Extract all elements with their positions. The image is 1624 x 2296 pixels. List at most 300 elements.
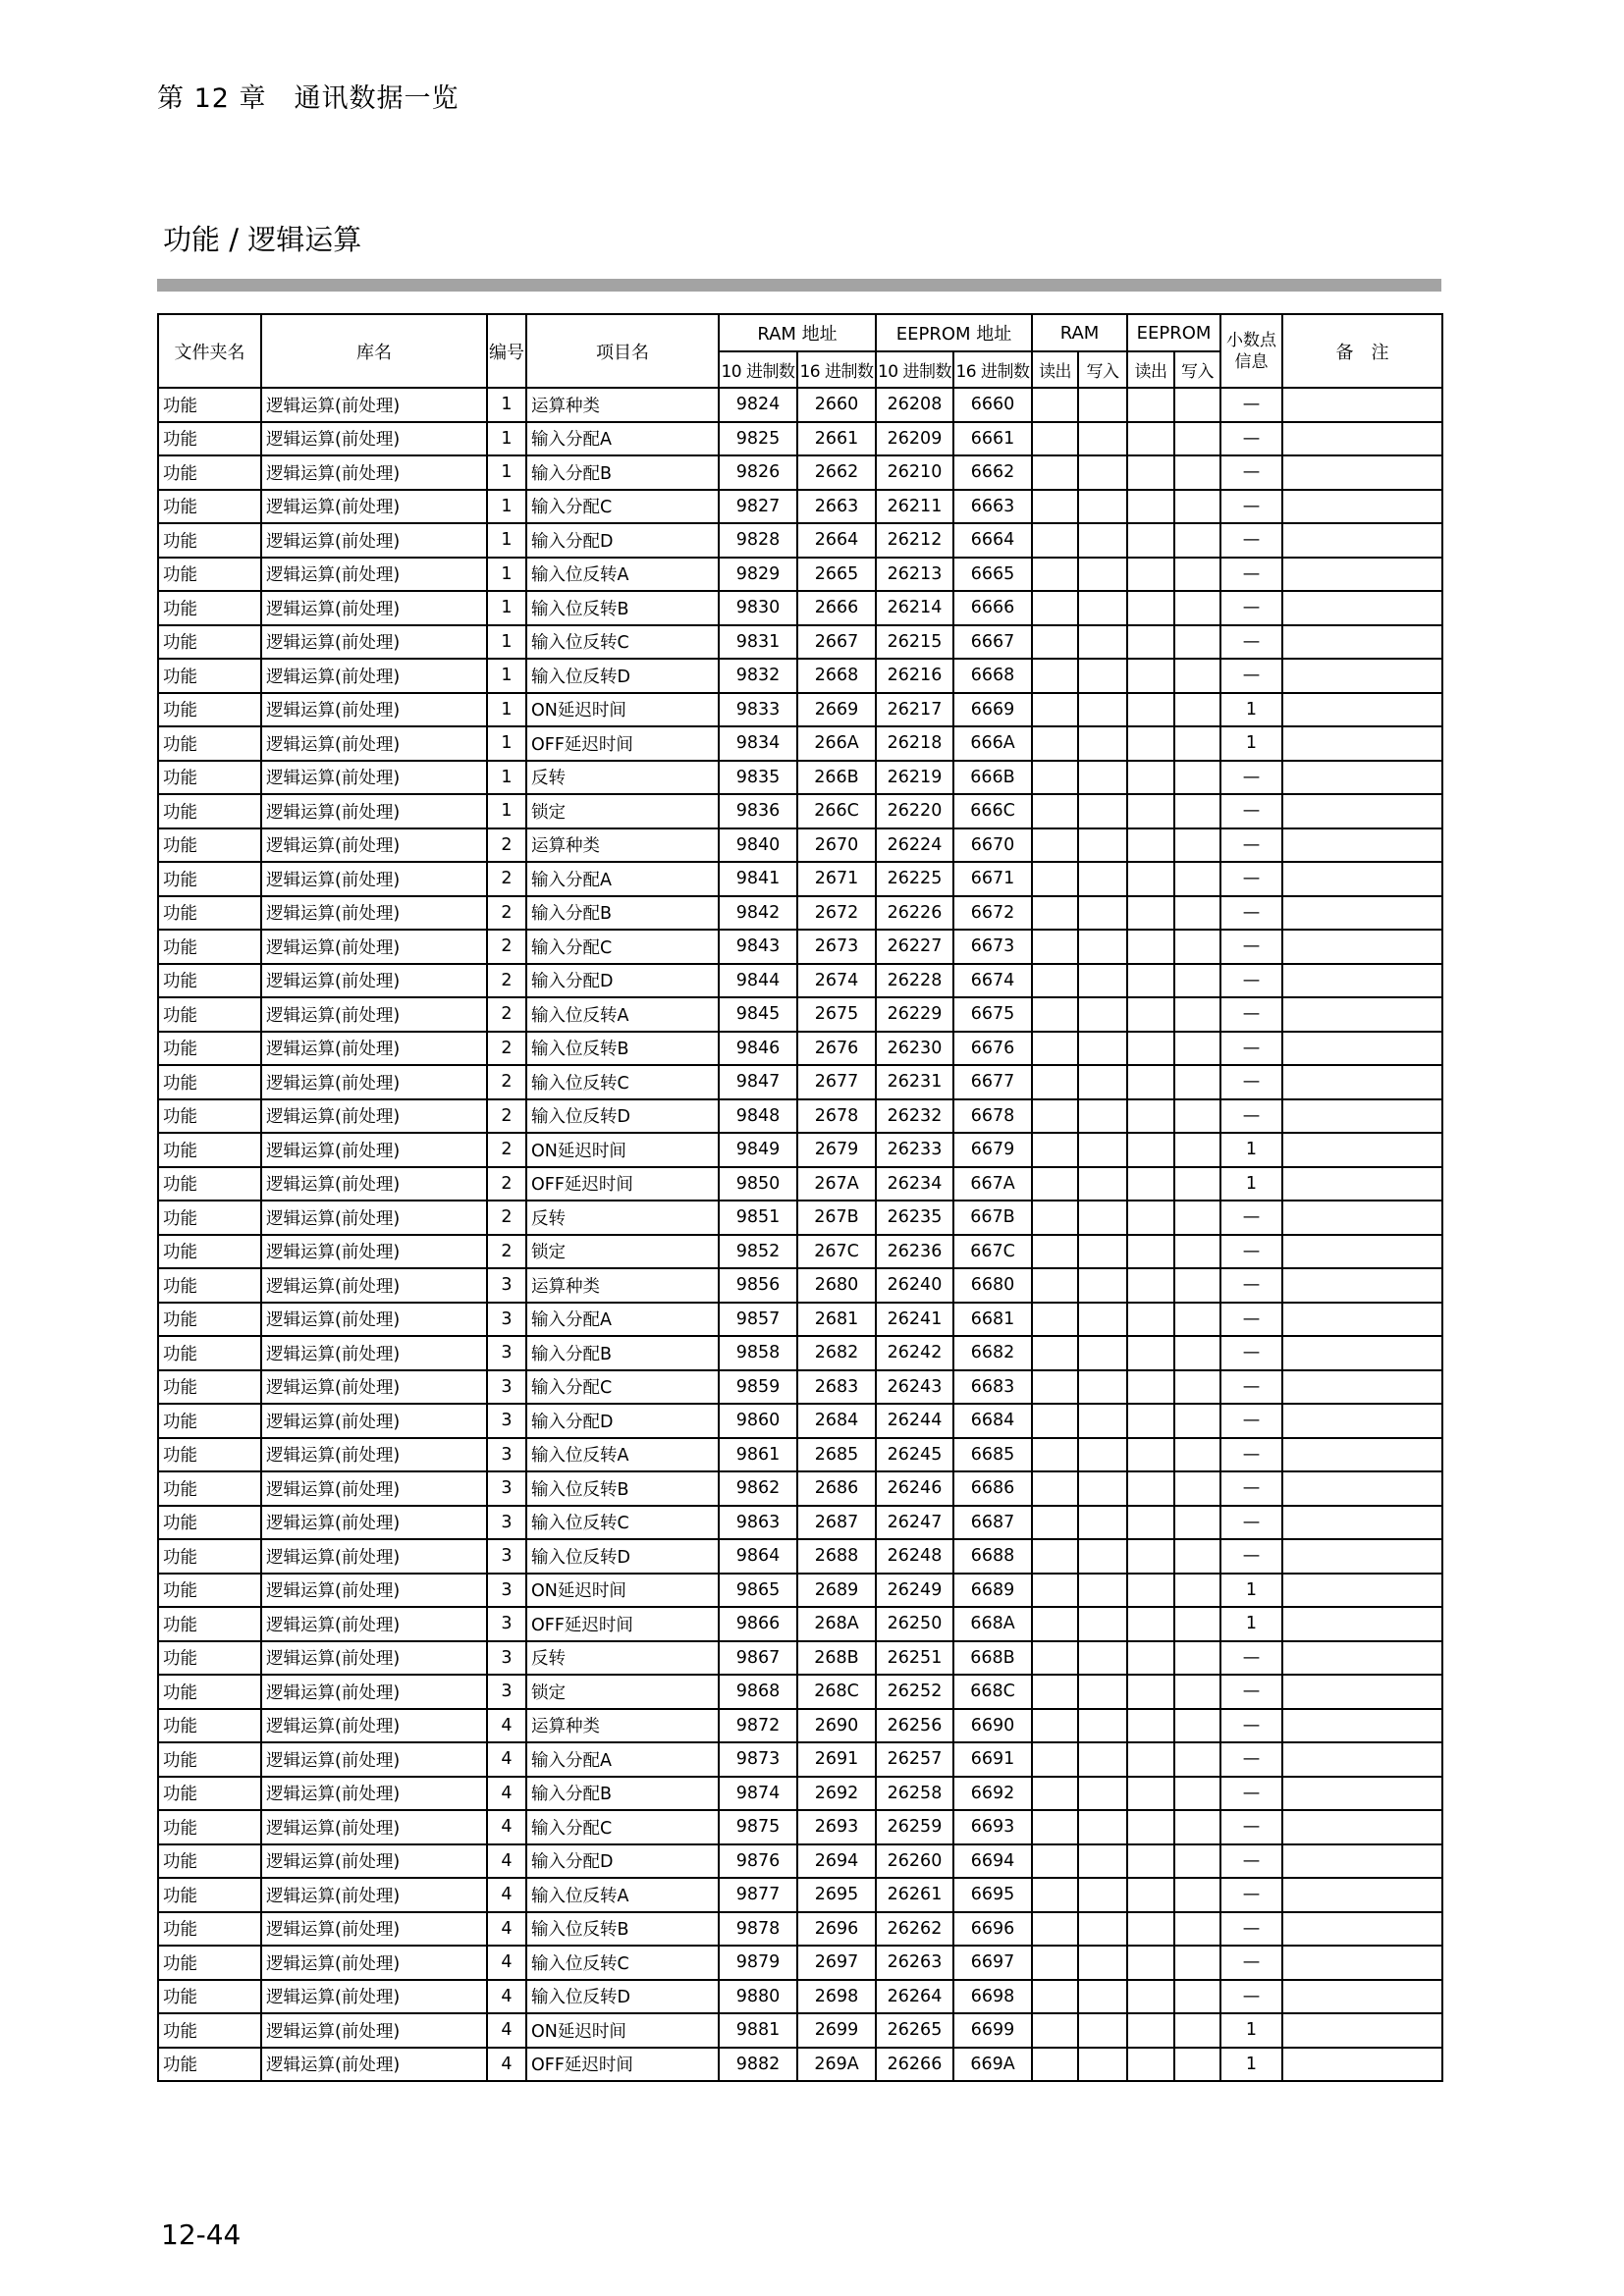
- cell-item: ON延迟时间: [526, 1574, 719, 1608]
- cell-ram-write: [1078, 1268, 1127, 1303]
- cell-ram-read: [1032, 1268, 1078, 1303]
- cell-eeprom-dec10: 26211: [876, 490, 953, 524]
- cell-folder: 功能: [158, 455, 261, 490]
- table-row: [158, 490, 1442, 524]
- cell-decimal-info: —: [1220, 1777, 1282, 1811]
- cell-remarks: [1282, 490, 1442, 524]
- cell-ram-dec10: 9864: [719, 1539, 797, 1574]
- cell-eeprom-read: [1127, 1980, 1174, 2014]
- header-item: 项目名: [526, 314, 719, 388]
- cell-folder: 功能: [158, 1777, 261, 1811]
- cell-eeprom-dec10: 26264: [876, 1980, 953, 2014]
- cell-ram-dec10: 9858: [719, 1336, 797, 1370]
- cell-decimal-info: 1: [1220, 1167, 1282, 1201]
- cell-ram-write: [1078, 455, 1127, 490]
- cell-decimal-info: 1: [1220, 1133, 1282, 1167]
- cell-ram-dec10: 9868: [719, 1675, 797, 1709]
- cell-ram-dec10: 9856: [719, 1268, 797, 1303]
- cell-eeprom-read: [1127, 794, 1174, 828]
- cell-library: 逻辑运算(前处理): [261, 1709, 487, 1743]
- cell-eeprom-read: [1127, 726, 1174, 761]
- cell-ram-dec10: 9879: [719, 1946, 797, 1980]
- cell-ram-write: [1078, 1506, 1127, 1540]
- cell-item: ON延迟时间: [526, 2013, 719, 2048]
- cell-remarks: [1282, 930, 1442, 964]
- cell-eeprom-dec10: 26230: [876, 1032, 953, 1066]
- cell-eeprom-write: [1174, 1065, 1220, 1099]
- cell-folder: 功能: [158, 1167, 261, 1201]
- cell-remarks: [1282, 1878, 1442, 1912]
- cell-decimal-info: —: [1220, 1709, 1282, 1743]
- cell-ram-read: [1032, 455, 1078, 490]
- cell-eeprom-write: [1174, 997, 1220, 1032]
- cell-eeprom-read: [1127, 2013, 1174, 2048]
- cell-remarks: [1282, 693, 1442, 727]
- cell-ram-write: [1078, 490, 1127, 524]
- cell-ram-dec10: 9881: [719, 2013, 797, 2048]
- table-row: [158, 388, 1442, 422]
- cell-eeprom-hex16: 667C: [953, 1235, 1032, 1269]
- cell-eeprom-read: [1127, 1065, 1174, 1099]
- cell-ram-write: [1078, 1675, 1127, 1709]
- cell-remarks: [1282, 1133, 1442, 1167]
- cell-ram-write: [1078, 1912, 1127, 1947]
- cell-ram-read: [1032, 862, 1078, 896]
- cell-ram-write: [1078, 523, 1127, 558]
- cell-folder: 功能: [158, 659, 261, 693]
- cell-ram-write: [1078, 1303, 1127, 1337]
- cell-remarks: [1282, 1506, 1442, 1540]
- cell-library: 逻辑运算(前处理): [261, 455, 487, 490]
- cell-ram-read: [1032, 1167, 1078, 1201]
- cell-eeprom-read: [1127, 761, 1174, 795]
- table-row: [158, 1709, 1442, 1743]
- cell-ram-hex16: 2674: [797, 964, 876, 998]
- cell-ram-dec10: 9863: [719, 1506, 797, 1540]
- cell-eeprom-hex16: 6665: [953, 558, 1032, 592]
- cell-ram-hex16: 2696: [797, 1912, 876, 1947]
- cell-eeprom-dec10: 26232: [876, 1099, 953, 1134]
- cell-ram-dec10: 9834: [719, 726, 797, 761]
- cell-decimal-info: —: [1220, 591, 1282, 625]
- cell-library: 逻辑运算(前处理): [261, 1878, 487, 1912]
- cell-decimal-info: —: [1220, 455, 1282, 490]
- cell-ram-hex16: 267B: [797, 1201, 876, 1235]
- cell-eeprom-write: [1174, 1370, 1220, 1405]
- cell-ram-write: [1078, 930, 1127, 964]
- cell-eeprom-write: [1174, 1471, 1220, 1506]
- cell-number: 4: [487, 1878, 526, 1912]
- cell-number: 1: [487, 591, 526, 625]
- cell-eeprom-hex16: 6683: [953, 1370, 1032, 1405]
- cell-ram-write: [1078, 997, 1127, 1032]
- cell-library: 逻辑运算(前处理): [261, 1370, 487, 1405]
- cell-folder: 功能: [158, 1844, 261, 1879]
- cell-remarks: [1282, 1404, 1442, 1438]
- cell-decimal-info: —: [1220, 1946, 1282, 1980]
- cell-ram-write: [1078, 964, 1127, 998]
- cell-number: 2: [487, 1201, 526, 1235]
- cell-library: 逻辑运算(前处理): [261, 1032, 487, 1066]
- cell-ram-hex16: 2667: [797, 625, 876, 660]
- table-row: [158, 997, 1442, 1032]
- cell-item: 输入位反转B: [526, 1471, 719, 1506]
- cell-ram-read: [1032, 1878, 1078, 1912]
- cell-library: 逻辑运算(前处理): [261, 1946, 487, 1980]
- cell-ram-write: [1078, 1777, 1127, 1811]
- table-row: [158, 726, 1442, 761]
- cell-ram-hex16: 2688: [797, 1539, 876, 1574]
- cell-folder: 功能: [158, 1201, 261, 1235]
- cell-eeprom-hex16: 6687: [953, 1506, 1032, 1540]
- cell-eeprom-hex16: 666B: [953, 761, 1032, 795]
- cell-number: 4: [487, 1777, 526, 1811]
- cell-eeprom-dec10: 26243: [876, 1370, 953, 1405]
- cell-item: 输入位反转C: [526, 625, 719, 660]
- cell-eeprom-write: [1174, 1404, 1220, 1438]
- cell-eeprom-write: [1174, 1810, 1220, 1844]
- cell-decimal-info: —: [1220, 1235, 1282, 1269]
- cell-library: 逻辑运算(前处理): [261, 1742, 487, 1777]
- table-header: [158, 314, 1442, 388]
- cell-ram-read: [1032, 761, 1078, 795]
- cell-ram-write: [1078, 422, 1127, 456]
- cell-ram-hex16: 2677: [797, 1065, 876, 1099]
- cell-folder: 功能: [158, 1946, 261, 1980]
- cell-item: 输入分配B: [526, 896, 719, 931]
- cell-remarks: [1282, 591, 1442, 625]
- cell-remarks: [1282, 1742, 1442, 1777]
- cell-remarks: [1282, 1946, 1442, 1980]
- cell-eeprom-hex16: 6678: [953, 1099, 1032, 1134]
- cell-library: 逻辑运算(前处理): [261, 794, 487, 828]
- cell-eeprom-dec10: 26261: [876, 1878, 953, 1912]
- cell-eeprom-write: [1174, 828, 1220, 863]
- cell-eeprom-hex16: 6669: [953, 693, 1032, 727]
- cell-item: 输入分配A: [526, 862, 719, 896]
- cell-ram-dec10: 9844: [719, 964, 797, 998]
- cell-library: 逻辑运算(前处理): [261, 591, 487, 625]
- cell-decimal-info: 1: [1220, 2013, 1282, 2048]
- cell-number: 2: [487, 1235, 526, 1269]
- cell-ram-write: [1078, 1099, 1127, 1134]
- cell-ram-read: [1032, 1844, 1078, 1879]
- cell-ram-dec10: 9833: [719, 693, 797, 727]
- table-row: [158, 1336, 1442, 1370]
- cell-eeprom-dec10: 26210: [876, 455, 953, 490]
- cell-eeprom-dec10: 26250: [876, 1607, 953, 1641]
- cell-item: OFF延迟时间: [526, 1607, 719, 1641]
- cell-ram-read: [1032, 1946, 1078, 1980]
- cell-eeprom-write: [1174, 896, 1220, 931]
- cell-eeprom-dec10: 26247: [876, 1506, 953, 1540]
- cell-folder: 功能: [158, 693, 261, 727]
- cell-ram-hex16: 2678: [797, 1099, 876, 1134]
- cell-item: 运算种类: [526, 1268, 719, 1303]
- cell-ram-read: [1032, 1133, 1078, 1167]
- cell-decimal-info: —: [1220, 1912, 1282, 1947]
- cell-decimal-info: —: [1220, 930, 1282, 964]
- cell-decimal-info: —: [1220, 490, 1282, 524]
- cell-number: 3: [487, 1574, 526, 1608]
- cell-ram-hex16: 2675: [797, 997, 876, 1032]
- cell-decimal-info: —: [1220, 1810, 1282, 1844]
- cell-item: 输入位反转C: [526, 1946, 719, 1980]
- communication-data-table: [157, 313, 1443, 2082]
- cell-eeprom-dec10: 26265: [876, 2013, 953, 2048]
- cell-remarks: [1282, 794, 1442, 828]
- cell-remarks: [1282, 1167, 1442, 1201]
- cell-eeprom-read: [1127, 1675, 1174, 1709]
- cell-ram-write: [1078, 1574, 1127, 1608]
- cell-eeprom-write: [1174, 1675, 1220, 1709]
- cell-eeprom-read: [1127, 659, 1174, 693]
- cell-remarks: [1282, 1438, 1442, 1472]
- table-row: [158, 862, 1442, 896]
- cell-ram-dec10: 9826: [719, 455, 797, 490]
- cell-number: 1: [487, 761, 526, 795]
- cell-ram-write: [1078, 1404, 1127, 1438]
- cell-remarks: [1282, 997, 1442, 1032]
- table-row: [158, 558, 1442, 592]
- cell-ram-write: [1078, 896, 1127, 931]
- table-row: [158, 1946, 1442, 1980]
- cell-ram-dec10: 9846: [719, 1032, 797, 1066]
- cell-eeprom-hex16: 6667: [953, 625, 1032, 660]
- cell-library: 逻辑运算(前处理): [261, 1607, 487, 1641]
- cell-number: 1: [487, 490, 526, 524]
- cell-eeprom-write: [1174, 1099, 1220, 1134]
- cell-eeprom-write: [1174, 388, 1220, 422]
- cell-eeprom-read: [1127, 1268, 1174, 1303]
- cell-eeprom-hex16: 6693: [953, 1810, 1032, 1844]
- cell-eeprom-hex16: 6698: [953, 1980, 1032, 2014]
- cell-library: 逻辑运算(前处理): [261, 1810, 487, 1844]
- cell-ram-hex16: 2662: [797, 455, 876, 490]
- cell-eeprom-read: [1127, 1404, 1174, 1438]
- cell-eeprom-hex16: 6660: [953, 388, 1032, 422]
- cell-library: 逻辑运算(前处理): [261, 625, 487, 660]
- cell-library: 逻辑运算(前处理): [261, 659, 487, 693]
- cell-ram-hex16: 2694: [797, 1844, 876, 1879]
- cell-folder: 功能: [158, 2048, 261, 2082]
- cell-folder: 功能: [158, 1303, 261, 1337]
- cell-eeprom-dec10: 26213: [876, 558, 953, 592]
- cell-item: 反转: [526, 1201, 719, 1235]
- cell-ram-dec10: 9842: [719, 896, 797, 931]
- cell-folder: 功能: [158, 1878, 261, 1912]
- cell-library: 逻辑运算(前处理): [261, 726, 487, 761]
- cell-eeprom-read: [1127, 455, 1174, 490]
- cell-remarks: [1282, 1201, 1442, 1235]
- cell-eeprom-write: [1174, 1506, 1220, 1540]
- cell-eeprom-hex16: 668C: [953, 1675, 1032, 1709]
- cell-item: 输入分配C: [526, 490, 719, 524]
- table-row: [158, 1675, 1442, 1709]
- header-eeprom-read: 读出: [1127, 351, 1174, 388]
- cell-number: 3: [487, 1641, 526, 1676]
- cell-eeprom-write: [1174, 2013, 1220, 2048]
- cell-eeprom-dec10: 26248: [876, 1539, 953, 1574]
- cell-eeprom-write: [1174, 726, 1220, 761]
- cell-number: 3: [487, 1336, 526, 1370]
- cell-eeprom-read: [1127, 625, 1174, 660]
- cell-library: 逻辑运算(前处理): [261, 558, 487, 592]
- cell-ram-read: [1032, 1303, 1078, 1337]
- cell-eeprom-dec10: 26246: [876, 1471, 953, 1506]
- cell-folder: 功能: [158, 1607, 261, 1641]
- cell-ram-hex16: 2673: [797, 930, 876, 964]
- cell-number: 1: [487, 558, 526, 592]
- cell-decimal-info: —: [1220, 1506, 1282, 1540]
- cell-eeprom-hex16: 668B: [953, 1641, 1032, 1676]
- cell-item: 输入分配C: [526, 1370, 719, 1405]
- cell-eeprom-dec10: 26244: [876, 1404, 953, 1438]
- table-row: [158, 1268, 1442, 1303]
- cell-folder: 功能: [158, 1980, 261, 2014]
- cell-ram-write: [1078, 1539, 1127, 1574]
- cell-eeprom-write: [1174, 1438, 1220, 1472]
- cell-folder: 功能: [158, 1235, 261, 1269]
- cell-folder: 功能: [158, 1574, 261, 1608]
- cell-eeprom-write: [1174, 1235, 1220, 1269]
- cell-ram-dec10: 9882: [719, 2048, 797, 2082]
- cell-ram-write: [1078, 1980, 1127, 2014]
- cell-eeprom-dec10: 26214: [876, 591, 953, 625]
- cell-eeprom-write: [1174, 964, 1220, 998]
- cell-library: 逻辑运算(前处理): [261, 1336, 487, 1370]
- cell-folder: 功能: [158, 1742, 261, 1777]
- cell-folder: 功能: [158, 1641, 261, 1676]
- cell-ram-dec10: 9880: [719, 1980, 797, 2014]
- cell-number: 4: [487, 1844, 526, 1879]
- cell-ram-write: [1078, 1201, 1127, 1235]
- cell-eeprom-dec10: 26218: [876, 726, 953, 761]
- cell-eeprom-read: [1127, 1742, 1174, 1777]
- cell-eeprom-hex16: 6679: [953, 1133, 1032, 1167]
- cell-item: 输入位反转C: [526, 1506, 719, 1540]
- cell-ram-read: [1032, 625, 1078, 660]
- cell-eeprom-read: [1127, 1506, 1174, 1540]
- cell-library: 逻辑运算(前处理): [261, 1844, 487, 1879]
- cell-library: 逻辑运算(前处理): [261, 1133, 487, 1167]
- cell-eeprom-write: [1174, 2048, 1220, 2082]
- cell-ram-dec10: 9843: [719, 930, 797, 964]
- cell-decimal-info: —: [1220, 1641, 1282, 1676]
- header-decimal-info-text: 小数点信息: [1226, 330, 1276, 372]
- cell-remarks: [1282, 1065, 1442, 1099]
- table-row: [158, 1438, 1442, 1472]
- cell-ram-write: [1078, 1946, 1127, 1980]
- cell-decimal-info: —: [1220, 1878, 1282, 1912]
- cell-decimal-info: —: [1220, 862, 1282, 896]
- header-decimal-info: [1220, 314, 1282, 388]
- cell-folder: 功能: [158, 1404, 261, 1438]
- cell-eeprom-dec10: 26215: [876, 625, 953, 660]
- cell-ram-write: [1078, 1133, 1127, 1167]
- cell-ram-dec10: 9873: [719, 1742, 797, 1777]
- table-row: [158, 1370, 1442, 1405]
- cell-eeprom-write: [1174, 1641, 1220, 1676]
- table-row: [158, 828, 1442, 863]
- cell-remarks: [1282, 1844, 1442, 1879]
- cell-eeprom-dec10: 26256: [876, 1709, 953, 1743]
- cell-ram-write: [1078, 1742, 1127, 1777]
- cell-number: 1: [487, 625, 526, 660]
- cell-item: 输入分配A: [526, 422, 719, 456]
- cell-decimal-info: —: [1220, 1471, 1282, 1506]
- header-remarks: 备 注: [1282, 314, 1442, 388]
- cell-ram-dec10: 9850: [719, 1167, 797, 1201]
- cell-eeprom-read: [1127, 1777, 1174, 1811]
- cell-ram-write: [1078, 1878, 1127, 1912]
- cell-ram-write: [1078, 558, 1127, 592]
- cell-decimal-info: —: [1220, 1032, 1282, 1066]
- cell-eeprom-hex16: 6694: [953, 1844, 1032, 1879]
- table-row: [158, 2013, 1442, 2048]
- cell-eeprom-hex16: 6699: [953, 2013, 1032, 2048]
- cell-item: 输入位反转D: [526, 1539, 719, 1574]
- cell-remarks: [1282, 1471, 1442, 1506]
- table-row: [158, 422, 1442, 456]
- cell-folder: 功能: [158, 1370, 261, 1405]
- cell-ram-read: [1032, 896, 1078, 931]
- cell-library: 逻辑运算(前处理): [261, 1201, 487, 1235]
- cell-ram-dec10: 9877: [719, 1878, 797, 1912]
- cell-eeprom-read: [1127, 1574, 1174, 1608]
- cell-ram-dec10: 9829: [719, 558, 797, 592]
- cell-item: 反转: [526, 761, 719, 795]
- cell-ram-read: [1032, 1777, 1078, 1811]
- cell-remarks: [1282, 523, 1442, 558]
- cell-item: 输入位反转B: [526, 591, 719, 625]
- cell-number: 1: [487, 388, 526, 422]
- table-row: [158, 693, 1442, 727]
- cell-eeprom-read: [1127, 997, 1174, 1032]
- cell-ram-read: [1032, 997, 1078, 1032]
- cell-eeprom-read: [1127, 964, 1174, 998]
- table-row: [158, 1099, 1442, 1134]
- cell-ram-write: [1078, 591, 1127, 625]
- cell-library: 逻辑运算(前处理): [261, 523, 487, 558]
- cell-decimal-info: —: [1220, 558, 1282, 592]
- cell-ram-read: [1032, 1032, 1078, 1066]
- cell-remarks: [1282, 1235, 1442, 1269]
- cell-remarks: [1282, 1777, 1442, 1811]
- cell-eeprom-hex16: 6697: [953, 1946, 1032, 1980]
- header-eeprom: EEPROM: [1127, 314, 1220, 351]
- header-ram: RAM: [1032, 314, 1127, 351]
- cell-item: ON延迟时间: [526, 1133, 719, 1167]
- cell-eeprom-write: [1174, 761, 1220, 795]
- cell-library: 逻辑运算(前处理): [261, 964, 487, 998]
- cell-item: 输入分配A: [526, 1303, 719, 1337]
- cell-eeprom-read: [1127, 1878, 1174, 1912]
- cell-ram-read: [1032, 693, 1078, 727]
- cell-ram-write: [1078, 693, 1127, 727]
- cell-ram-hex16: 2690: [797, 1709, 876, 1743]
- cell-eeprom-hex16: 6686: [953, 1471, 1032, 1506]
- cell-remarks: [1282, 1980, 1442, 2014]
- cell-library: 逻辑运算(前处理): [261, 1303, 487, 1337]
- table-row: [158, 1032, 1442, 1066]
- cell-number: 3: [487, 1607, 526, 1641]
- cell-ram-write: [1078, 1336, 1127, 1370]
- cell-item: 输入位反转A: [526, 558, 719, 592]
- cell-remarks: [1282, 1709, 1442, 1743]
- cell-ram-write: [1078, 2013, 1127, 2048]
- table-row: [158, 1844, 1442, 1879]
